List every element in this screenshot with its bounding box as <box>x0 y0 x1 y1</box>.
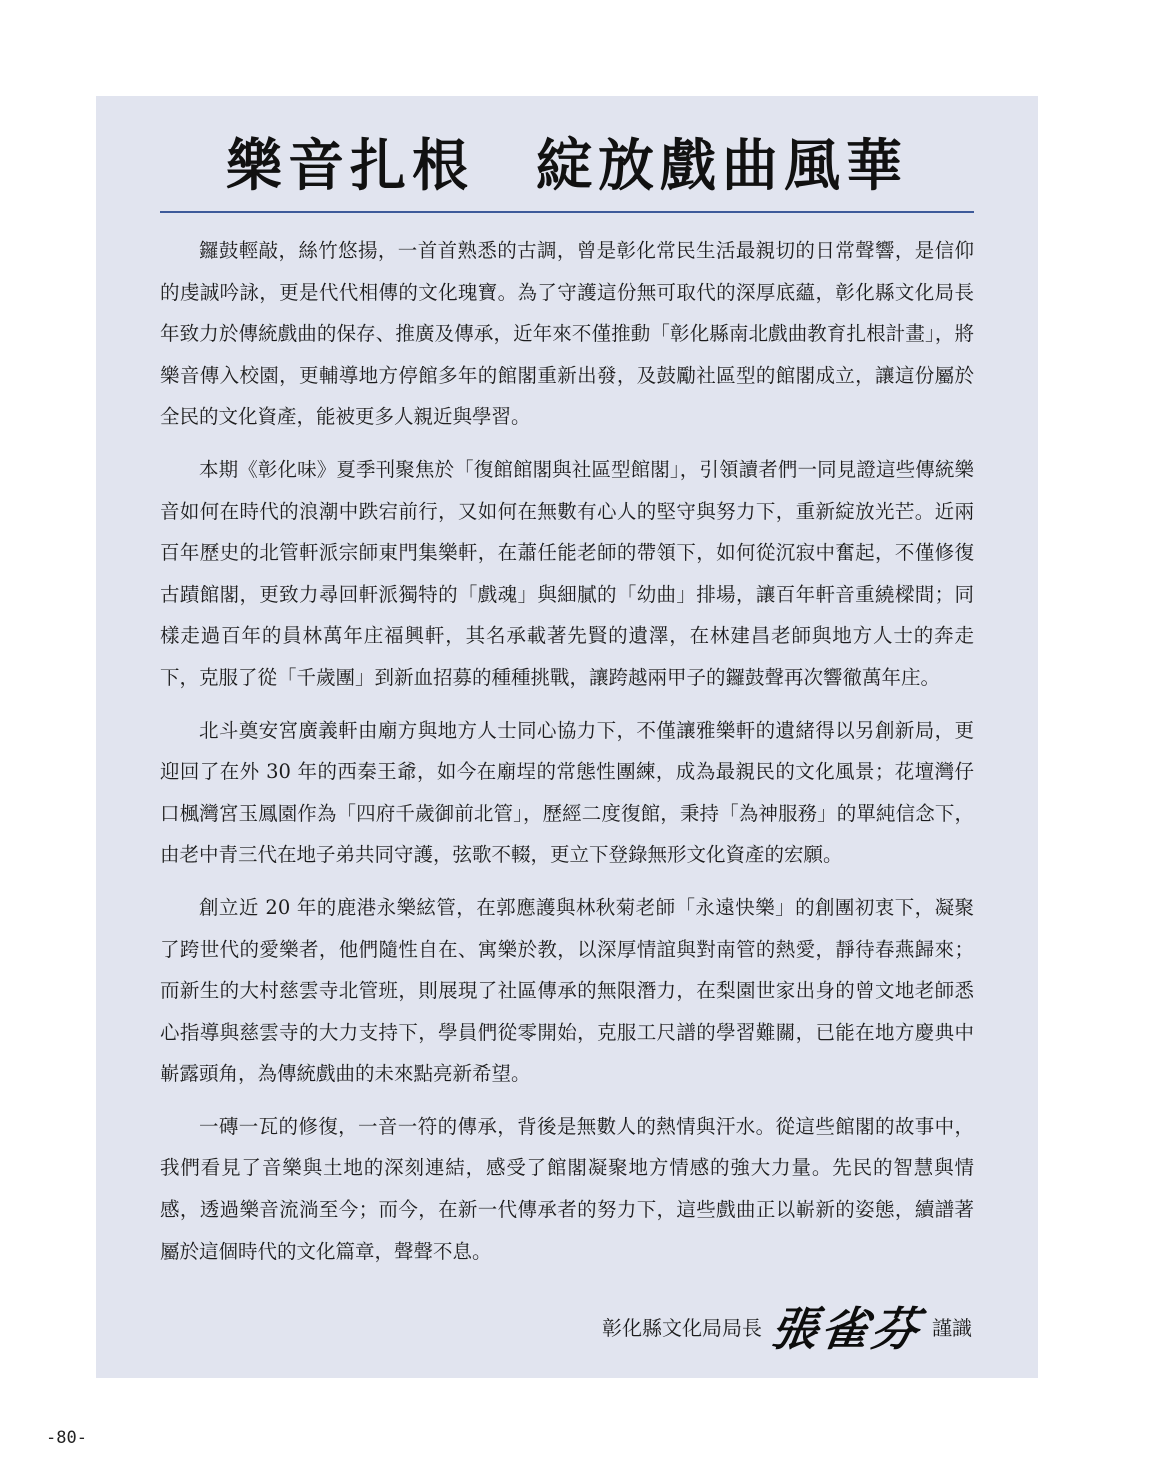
title-divider <box>160 211 974 213</box>
author-signature: 張雀芬 <box>767 1302 926 1356</box>
paragraph-5: 一磚一瓦的修復，一音一符的傳承，背後是無數人的熱情與汗水。從這些館閣的故事中，我們看見了音樂與土地的深刻連結，感受了館閣凝聚地方情感的強大力量。先民的智慧與情感，透過樂音流淌至今；而今，在新一代傳承者的努力下，這些戲曲正以嶄新的姿態，續譜著屬於這個時代的文化篇章，聲聲不息。 <box>160 1114 974 1263</box>
paragraph-2: 本期《彰化味》夏季刊聚焦於「復館館閣與社區型館閣」，引領讀者們一同見證這些傳統樂音如何在時代的浪潮中跌宕前行，又如何在無數有心人的堅守與努力下，重新綻放光芒。近兩百年歷史的北管軒派宗師東門集樂軒，在蕭任能老師的帶領下，如何從沉寂中奮起，不僅修復古蹟館閣，更致力尋回軒派獨特的「戲魂」與細膩的「幼曲」排場，讓百年軒音重繞樑間；同樣走過百年的員林萬年庄福興軒，其名承載著先賢的遺澤，在林建昌老師與地方人士的奔走下，克服了從「千歲團」到新血招募的種種挑戰，讓跨越兩甲子的鑼鼓聲再次響徹萬年庄。 <box>160 457 974 689</box>
paragraph-4: 創立近 20 年的鹿港永樂絃管，在郭應護與林秋菊老師「永遠快樂」的創團初衷下，凝聚了跨世代的愛樂者，他們隨性自在、寓樂於教，以深厚情誼與對南管的熱愛，靜待春燕歸來；而新生的大村慈雲寺北管班，則展現了社區傳承的無限潛力，在梨園世家出身的曾文地老師悉心指導與慈雲寺的大力支持下，學員們從零開始，克服工尺譜的學習難關，已能在地方慶典中嶄露頭角，為傳統戲曲的未來點亮新希望。 <box>160 895 974 1086</box>
page-title: 樂音扎根 綻放戲曲風華 <box>226 133 908 199</box>
closing-text: 謹識 <box>932 1315 972 1340</box>
paragraph-1: 鑼鼓輕敲，絲竹悠揚，一首首熟悉的古調，曾是彰化常民生活最親切的日常聲響，是信仰的虔誠吟詠，更是代代相傳的文化瑰寶。為了守護這份無可取代的深厚底蘊，彰化縣文化局長年致力於傳統戲曲的保存、推廣及傳承，近年來不僅推動「彰化縣南北戲曲教育扎根計畫」，將樂音傳入校園，更輔導地方停館多年的館閣重新出發，及鼓勵社區型的館閣成立，讓這份屬於全民的文化資產，能被更多人親近與學習。 <box>160 239 974 429</box>
author-title: 彰化縣文化局局長 <box>602 1315 762 1340</box>
paragraph-3: 北斗奠安宮廣義軒由廟方與地方人士同心協力下，不僅讓雅樂軒的遺緒得以另創新局，更迎回了在外 30 年的西秦王爺，如今在廟埕的常態性團練，成為最親民的文化風景；花壇灣仔口楓灣宮玉鳳園作為「四府千歲御前北管」，歷經二度復館，秉持「為神服務」的單純信念下，由老中青三代在地子弟共同守護，弦歌不輟，更立下登錄無形文化資產的宏願。 <box>160 718 974 867</box>
page-number: -80- <box>46 1428 87 1448</box>
signature-line <box>602 1296 972 1356</box>
article-body <box>160 230 974 1283</box>
